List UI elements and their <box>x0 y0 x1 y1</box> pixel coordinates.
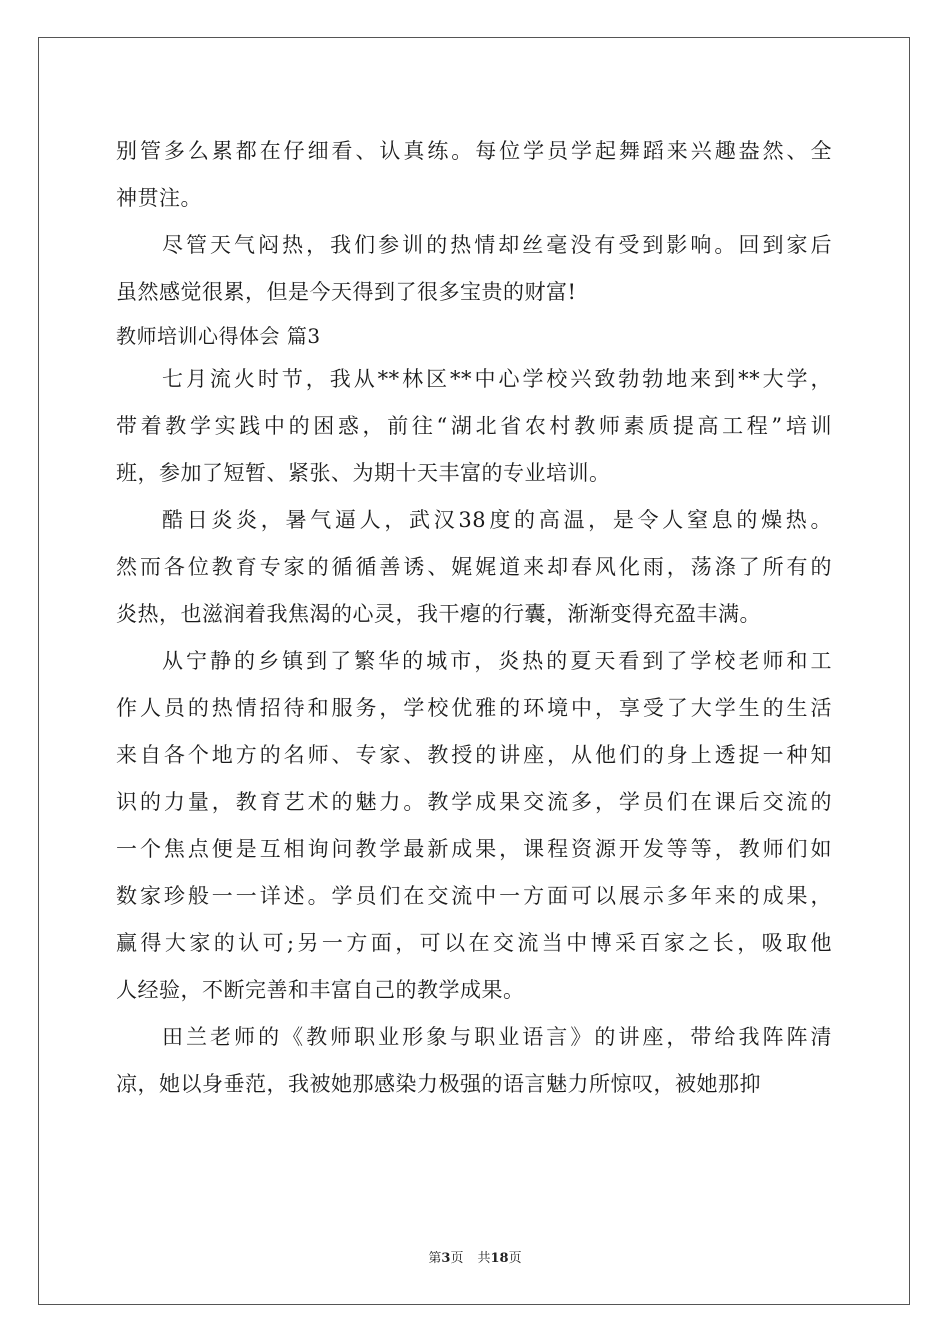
text-line: 来自各个地方的名师、专家、教授的讲座，从他们的身上透捉一种知 <box>116 743 832 767</box>
text-line: 尽管天气闷热，我们参训的热情却丝毫没有受到影响。回到家后 <box>162 233 832 257</box>
text-line: 田兰老师的《教师职业形象与职业语言》的讲座，带给我阵阵清 <box>162 1025 832 1049</box>
paragraph <box>116 222 832 316</box>
text-line: 然而各位教育专家的循循善诱、娓娓道来却春风化雨，荡涤了所有的 <box>116 555 832 579</box>
section-heading <box>116 316 832 356</box>
footer-total-suffix: 页 <box>508 1251 522 1266</box>
heading-line: 教师培训心得体会 篇3 <box>116 324 321 348</box>
text-line: 带着教学实践中的困惑，前往“湖北省农村教师素质提高工程”培训 <box>116 414 832 438</box>
footer-page-suffix: 页 <box>450 1251 464 1266</box>
text-line: 酷日炎炎，暑气逼人，武汉38度的高温，是令人窒息的燥热。 <box>162 508 832 532</box>
text-line: 作人员的热情招待和服务，学校优雅的环境中，享受了大学生的生活 <box>116 696 832 720</box>
text-line: 凉，她以身垂范，我被她那感染力极强的语言魅力所惊叹，被她那抑 <box>116 1072 761 1096</box>
text-line: 虽然感觉很累，但是今天得到了很多宝贵的财富! <box>116 280 577 304</box>
paragraph <box>116 638 832 1014</box>
paragraph <box>116 1014 832 1108</box>
text-line: 一个焦点便是互相询问教学最新成果，课程资源开发等等，教师们如 <box>116 837 832 861</box>
page-footer <box>0 1247 950 1266</box>
text-line: 从宁静的乡镇到了繁华的城市，炎热的夏天看到了学校老师和工 <box>162 649 832 673</box>
text-line: 人经验，不断完善和丰富自己的教学成果。 <box>116 978 525 1002</box>
text-line: 赢得大家的认可;另一方面，可以在交流当中博采百家之长，吸取他 <box>116 931 832 955</box>
footer-page-number: 3 <box>441 1251 451 1266</box>
paragraph <box>116 128 832 222</box>
footer-total-pages: 18 <box>490 1251 509 1266</box>
text-line: 识的力量，教育艺术的魅力。教学成果交流多，学员们在课后交流的 <box>116 790 832 814</box>
text-line: 炎热，也滋润着我焦渴的心灵，我干瘪的行囊，渐渐变得充盈丰满。 <box>116 602 761 626</box>
footer-total-prefix: 共 <box>477 1251 491 1266</box>
paragraph <box>116 497 832 638</box>
footer-page-prefix: 第 <box>428 1251 442 1266</box>
text-line: 班，参加了短暂、紧张、为期十天丰富的专业培训。 <box>116 461 611 485</box>
paragraph <box>116 356 832 497</box>
document-body <box>116 128 832 1108</box>
text-line: 数家珍般一一详述。学员们在交流中一方面可以展示多年来的成果， <box>116 884 832 908</box>
text-line: 别管多么累都在仔细看、认真练。每位学员学起舞蹈来兴趣盎然、全 <box>116 139 832 163</box>
text-line: 神贯注。 <box>116 186 202 210</box>
text-line: 七月流火时节，我从**林区**中心学校兴致勃勃地来到**大学， <box>162 367 832 391</box>
